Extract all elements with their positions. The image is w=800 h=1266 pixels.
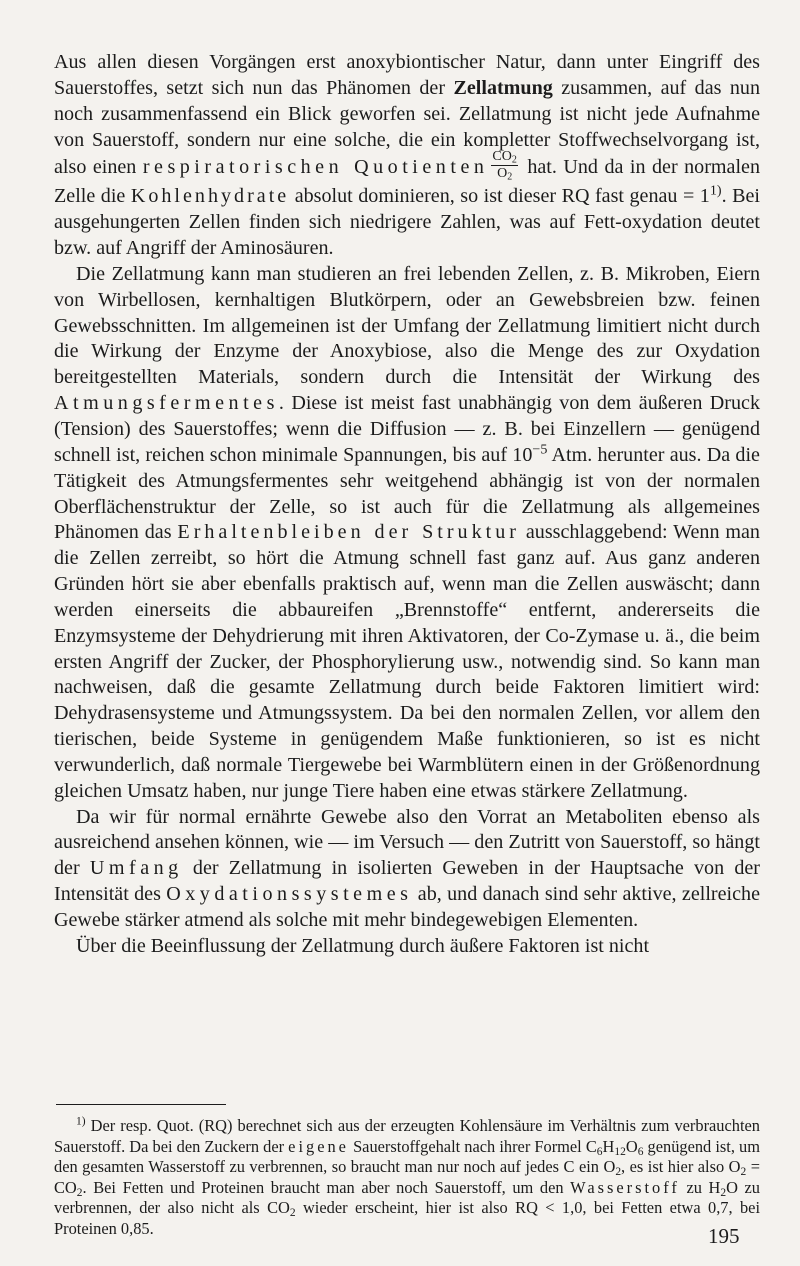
exponent: −5 [532, 441, 548, 458]
paragraph-2 [54, 262, 760, 805]
subscript: 2 [740, 1165, 747, 1178]
paragraph-3 [54, 805, 760, 934]
subscript: 2 [76, 1186, 83, 1199]
text-run: zusammen, auf das nun noch zusammenfassend ein Blick geworfen sei. Zellatmung ist nicht jede Aufnahme von Sauerstoff, sondern nur eine solche, die ein kompletter Stoffwechselvorgang ist, also einen [54, 76, 760, 179]
subscript: 2 [289, 1206, 296, 1219]
text-run: = CO [54, 1157, 761, 1197]
text-run: . Bei Fetten und Proteinen braucht man aber noch Sauerstoff, um den [82, 1177, 571, 1197]
text-run: H [602, 1136, 615, 1156]
spaced-term-eigene: eigene [288, 1136, 349, 1156]
footnote-marker: 1) [76, 1115, 86, 1128]
text-run: O zu verbrennen, der also nicht als CO [54, 1177, 761, 1217]
text-run: Die Zellatmung kann man studieren an frei lebenden Zellen, z. B. Mikroben, Eiern von Wirbellosen, kernhaltigen Blutkörpern, oder an Gewebsbreien bzw. feinen Gewebsschnitten. Im allgemeinen ist der Umfang der Zellatmung limitiert nicht durch die Wirkung der Enzyme der Anoxybiose, also die Menge des zur Oxydation bereitgestellten Materials, sondern durch die Intensität der Wirkung des [54, 262, 760, 389]
text-run: Sauerstoffgehalt nach ihrer Formel C [348, 1136, 597, 1156]
footnote-divider [56, 1104, 226, 1105]
paragraph-4 [54, 934, 760, 960]
bold-term-zellatmung: Zellatmung [453, 76, 553, 99]
spaced-term-kohlenhydrate: Kohlenhydrate [130, 185, 290, 208]
text-run: Der resp. Quot. (RQ) berechnet sich aus der erzeugten Kohlensäure im Verhältnis zum verbrauchten Sauerstoff. Da bei den Zuckern der [54, 1116, 760, 1156]
text-run: Da wir für normal ernährte Gewebe also den Vorrat an Metaboliten ebenso als ausreichend ansehen können, wie — im Versuch — den Zutritt von Sauerstoff, so hängt der [54, 805, 760, 880]
text-run: der Zellatmung in isolierten Geweben in der Hauptsache von der Intensität des [54, 857, 761, 906]
fraction-numerator: CO [492, 149, 512, 165]
text-run: Atm. herunter aus. Da die Tätigkeit des Atmungsfermentes sehr weitgehend abhängig ist von der normalen Oberflächenstruktur der Zelle, so ist auch für die Zellatmung als allgemeines Phänomen das [54, 443, 760, 544]
rq-fraction [491, 150, 517, 181]
subscript: 2 [615, 1165, 622, 1178]
subscript: 12 [614, 1145, 626, 1158]
footnote-reference[interactable]: 1) [709, 182, 722, 199]
footnote [54, 1116, 760, 1239]
text-run: zu H [679, 1177, 721, 1197]
text-run: . Diese ist meist fast unabhängig von dem äußeren Druck (Tension) des Sauerstoffes; wenn die Diffusion — z. B. bei Einzellern — genügend schnell ist, reichen schon minimale Spannungen, bis auf 10 [54, 392, 760, 466]
text-run: . Bei ausgehungerten Zellen finden sich niedrigere Zahlen, was auf Fett-oxydation deutet bzw. auf Angriff der Aminosäuren. [54, 185, 760, 260]
main-text [54, 50, 760, 960]
page-number: 195 [708, 1224, 740, 1248]
text-run: , es ist hier also O [621, 1157, 741, 1176]
spaced-term-oxydationssystemes: Oxydationssystemes [166, 883, 413, 906]
text-run: wieder erscheint, hier ist also RQ < 1,0, bei Fetten etwa 0,7, bei Proteinen 0,85. [54, 1198, 760, 1238]
text-run: O [625, 1136, 638, 1156]
spaced-term-quotient: respiratorischen Quotienten [142, 156, 489, 179]
paragraph-1 [54, 50, 760, 262]
spaced-term-struktur: Erhaltenbleiben der Struktur [177, 521, 520, 544]
text-run: Über die Beeinflussung der Zellatmung durch äußere Faktoren ist nicht [76, 934, 650, 957]
spaced-term-umfang: Umfang [89, 857, 183, 880]
subscript: 2 [720, 1186, 727, 1199]
spaced-term-wasserstoff: Wasserstoff [570, 1177, 680, 1197]
subscript: 2 [511, 154, 517, 166]
text-run: absolut dominieren, so ist dieser RQ fast genau = 1 [289, 185, 710, 208]
text-run: genügend ist, um den gesamten Wasserstoff zu verbrennen, so braucht man nur noch auf jedes C ein O [54, 1136, 761, 1176]
text-run: hat. Und da in der normalen Zelle die [54, 156, 760, 208]
subscript: 2 [507, 171, 513, 183]
text-run: Aus allen diesen Vorgängen erst anoxybiontischer Natur, dann unter Eingriff des Sauerstoffes, setzt sich nun das Phänomen der [54, 51, 760, 99]
subscript: 6 [596, 1145, 603, 1158]
text-run: ab, und danach sind sehr aktive, zellreiche Gewebe stärker atmend als solche mit mehr bindegewebigen Elementen. [54, 883, 760, 931]
subscript: 6 [637, 1145, 644, 1158]
spaced-term-atmungsfermentes: Atmungsfermentes [54, 392, 279, 415]
text-run: ausschlaggebend: Wenn man die Zellen zerreibt, so hört die Atmung schnell fast ganz auf. Aus ganz anderen Gründen hört sie aber ebenfalls praktisch auf, wenn man die Zellen auswäscht; dann werden einerseits die abbaureifen „Brennstoffe“ entfernt, andererseits die Enzymsysteme der Dehydrierung mit ihren Aktivatoren, der Co-Zymase u. ä., die beim ersten Angriff der Zucker, der Phosphorylierung usw., notwendig sind. So kann man nachweisen, daß die gesamte Zellatmung durch beide Faktoren limitiert wird: Dehydrasensysteme und Atmungssystem. Da bei den normalen Zellen, vor allem den tierischen, beide Systeme in genügendem Maße funktionieren, so ist es nicht verwunderlich, daß normale Tiergewebe bei Warmblütern einen in der Größenordnung gleichen Umsatz haben, nur junge Tiere haben eine etwas stärkere Zellatmung. [54, 521, 760, 802]
fraction-denominator: O [497, 166, 508, 182]
